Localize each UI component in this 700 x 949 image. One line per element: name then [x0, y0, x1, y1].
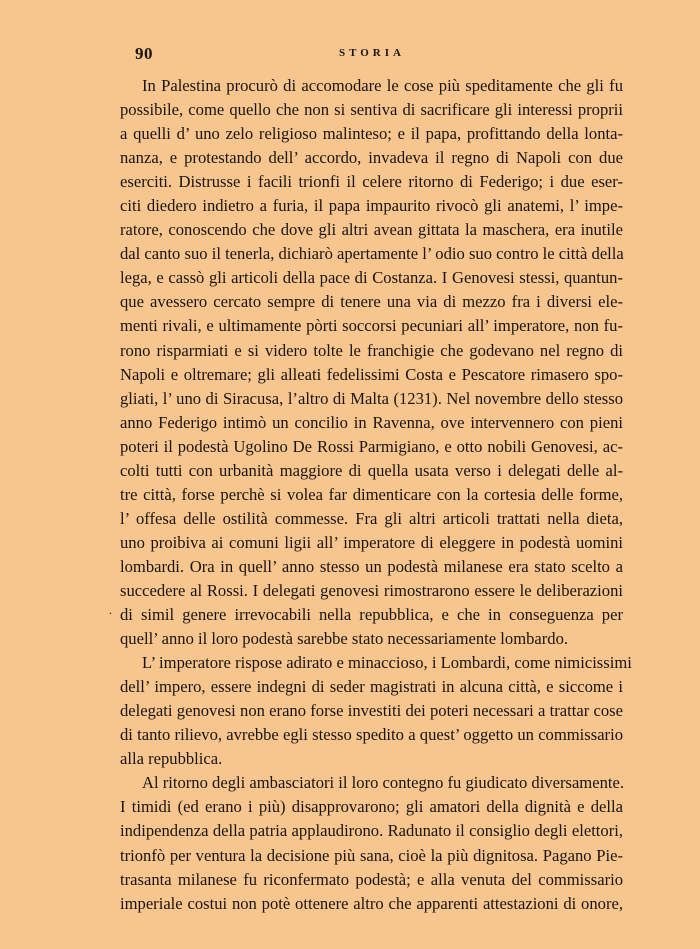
text-line: imperiale costui non potè ottenere altro che apparenti attestazioni di onore,	[120, 893, 623, 913]
text-line: Napoli e oltremare; gli alleati fedelissimi Costa e Pescatore rimasero spo-	[120, 364, 623, 384]
text-line: lombardi. Ora in quell’ anno stesso un podestà milanese era stato scelto a	[120, 556, 623, 576]
text-line: delegati genovesi non erano forse investiti dei poteri necessari a trattar cose	[120, 701, 623, 721]
text-line: trasanta milanese fu riconfermato podestà; e alla venuta del commissario	[120, 869, 623, 889]
text-line: quell’ anno il loro podestà sarebbe stato necessariamente lombardo.	[120, 629, 569, 649]
text-line: citi diedero indietro a furia, il papa impaurito rivocò gli anatemi, l’ impe-	[120, 196, 623, 216]
text-line: gliati, l’ uno di Siracusa, l’altro di Malta (1231). Nel novembre dello stesso	[120, 388, 623, 408]
text-line: menti rivali, e ultimamente pòrti soccorsi pecuniari all’ imperatore, non fu-	[120, 316, 623, 336]
text-line: trionfò per ventura la decisione più sana, cioè la più dignitosa. Pagano Pie-	[120, 845, 623, 865]
text-line: I timidi (ed erano i più) disapprovarono; gli amatori della dignità e della	[120, 797, 623, 817]
text-line: di simil genere irrevocabili nella repubblica, e che in conseguenza per	[120, 605, 623, 625]
text-line: ratore, conoscendo che dove gli altri avean gittata la maschera, era inutile	[120, 220, 623, 240]
text-line: l’ offesa delle ostilità commesse. Fra gli altri articoli trattati nella dieta,	[120, 508, 623, 528]
text-line: lega, e cassò gli articoli della pace di Costanza. I Genovesi stessi, quantun-	[120, 268, 623, 288]
text-line: que avessero cercato sempre di tenere una via di mezzo fra i diversi ele-	[120, 292, 623, 312]
text-line: rono risparmiati e si videro tolte le franchigie che godevano nel regno di	[120, 340, 623, 360]
text-line: uno proibiva ai comuni ligii all’ imperatore di eleggere in podestà uomini	[120, 532, 623, 552]
page-number: 90	[135, 44, 153, 63]
text-line: dell’ impero, essere indegni di seder magistrati in alcuna città, e siccome i	[120, 677, 623, 697]
text-line: anno Federigo intimò un concilio in Ravenna, ove intervennero con pieni	[120, 412, 623, 432]
page-header	[120, 44, 624, 68]
margin-mark: .	[109, 603, 112, 617]
paragraph	[120, 74, 623, 651]
text-line: L’ imperatore rispose adirato e minaccioso, i Lombardi, come nimicissimi	[142, 653, 632, 673]
text-line: a quelli d’ uno zelo religioso malinteso; e il papa, profittando della lonta-	[120, 124, 623, 144]
paragraph	[120, 771, 623, 915]
text-line: dal canto suo il tenerla, dichiarò apertamente l’ odio suo contro le città della	[120, 244, 624, 264]
body-text	[120, 74, 632, 916]
text-line: alla repubblica.	[120, 749, 223, 769]
text-line: tre città, forse perchè si volea far dimenticare con la cortesia delle forme,	[120, 484, 623, 504]
text-line: nanza, e protestando dell’ accordo, invadeva il regno di Napoli con due	[120, 148, 623, 168]
paragraph	[120, 651, 632, 771]
text-line: di tanto rilievo, avrebbe egli stesso spedito a quest’ oggetto un commissario	[120, 725, 623, 745]
running-title: STORIA	[339, 47, 405, 59]
text-line: indipendenza della patria applaudirono. Radunato il consiglio degli elettori,	[120, 821, 623, 841]
text-line: possibile, come quello che non si sentiva di sacrificare gli interessi proprii	[120, 100, 623, 120]
text-line: colti tutti con urbanità maggiore di quella usata verso i delegati delle al-	[120, 460, 623, 480]
text-line: poteri il podestà Ugolino De Rossi Parmigiano, e otto nobili Genovesi, ac-	[120, 436, 623, 456]
text-line: eserciti. Distrusse i facili trionfi il celere ritorno di Federigo; i due eser-	[120, 172, 623, 192]
text-line: In Palestina procurò di accomodare le cose più speditamente che gli fu	[142, 76, 623, 95]
text-line: succedere al Rossi. I delegati genovesi rimostrarono essere le deliberazioni	[120, 580, 623, 600]
text-line: Al ritorno degli ambasciatori il loro contegno fu giudicato diversamente.	[142, 773, 625, 793]
